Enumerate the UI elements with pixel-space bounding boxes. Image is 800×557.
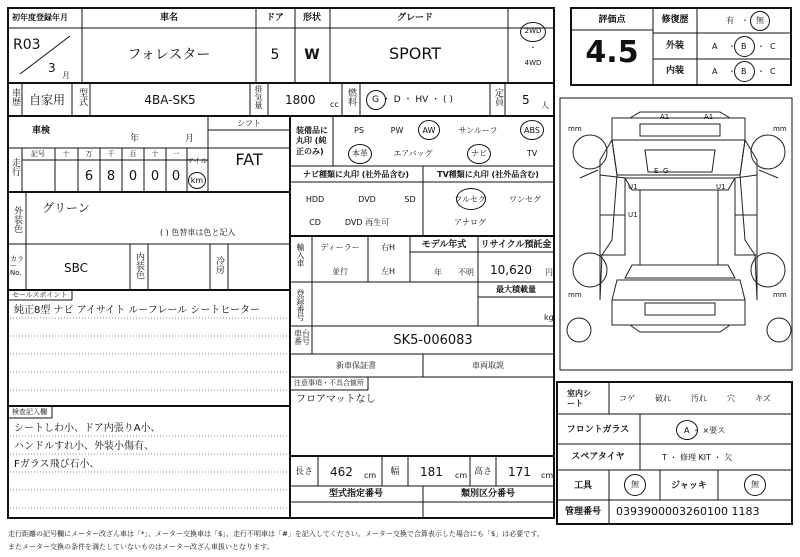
interior-color-label: 内装色	[134, 252, 144, 279]
tools-value: 無	[631, 480, 639, 489]
usage-label: 車歴	[10, 88, 20, 106]
drive-dot: ・	[529, 43, 537, 52]
windshield-label: フロントガラス	[566, 425, 630, 435]
sales-label: セールスポイント	[12, 291, 68, 299]
equip-abs: ABS	[524, 126, 540, 135]
color-label: 外装色	[12, 206, 22, 233]
reg-month-unit: 月	[62, 71, 70, 80]
interior-seat-label: 室内シート	[567, 389, 591, 409]
seat-stain: 汚れ	[691, 394, 707, 403]
inspect-line: シートしわ小、ドア内張りA小、	[14, 423, 161, 434]
navi-sd: SD	[404, 195, 416, 204]
mileage-digit: 0	[128, 169, 138, 184]
tv-oneseg: ワンセグ	[509, 195, 541, 204]
displacement-unit: cc	[330, 100, 339, 109]
import-dealer: ディーラー	[320, 243, 360, 252]
int-dot2: ・	[757, 67, 765, 76]
seat-hole: 穴	[727, 394, 735, 403]
equip-leather: 本革	[352, 149, 368, 158]
shaken-month-unit: 月	[185, 134, 195, 144]
fuel-options: G ・ D ・ HV ・ ( )	[372, 95, 453, 105]
max-load-unit: kg	[544, 313, 554, 322]
grade-value: SPORT	[388, 44, 442, 63]
footer-note-2: またメーター交換の条件を満たしていないものはメーター改ざん車扱いとなります。	[8, 543, 274, 551]
car-diagram	[567, 112, 791, 342]
reg-number-label: 登録番号	[296, 289, 305, 321]
color-no-value: SBC	[63, 261, 89, 275]
navi-dvd-play: DVD 再生可	[344, 218, 390, 227]
equip-pw: PW	[390, 126, 404, 135]
mark-a1-front-left: A1	[660, 113, 670, 121]
ext-dot2: ・	[757, 42, 765, 51]
mark-e: E	[654, 167, 659, 175]
shift-value: FAT	[235, 150, 263, 169]
mm-label: mm	[773, 291, 787, 299]
mileage-digit: 6	[84, 169, 94, 184]
equip-tv: TV	[526, 149, 538, 158]
first-reg-label: 初年度登録年月	[12, 13, 68, 22]
spare-tire-label: スペアタイヤ	[571, 452, 625, 462]
width-value: 181	[420, 465, 443, 479]
inspect-line: Fガラス飛び石小、	[14, 459, 100, 470]
displacement-label: 排気量	[254, 85, 263, 109]
door-label: ドア	[266, 13, 284, 23]
score-label: 評価点	[598, 15, 626, 25]
navi-type-label: ナビ種類に丸印 (社外品含む)	[302, 170, 410, 179]
color-no-label: カラーNo.	[10, 255, 24, 277]
mm-label: mm	[568, 291, 582, 299]
color-note: ( ) 色替車は色と記入	[160, 228, 236, 237]
model-label: 型式	[77, 88, 87, 106]
mark-u1-left-front: U1	[628, 183, 638, 191]
tv-type-label: TV種類に丸印 (社外品含む)	[437, 170, 539, 179]
height-label: 高さ	[473, 467, 493, 477]
length-unit: cm	[364, 471, 377, 480]
mileage-h4: 百	[129, 150, 137, 158]
recycle-yen: 円	[545, 268, 553, 277]
capacity-label: 定員	[493, 88, 503, 106]
inspect-label: 検査記入欄	[12, 408, 47, 416]
management-number: 0393900003260100 1183	[616, 505, 760, 518]
management-number-label: 管理番号	[564, 507, 602, 517]
repair-none: 無	[756, 16, 764, 25]
mileage-h1: 十	[62, 150, 70, 158]
body-shape: W	[304, 47, 320, 63]
length-value: 462	[330, 465, 353, 479]
capacity-unit: 人	[541, 101, 549, 110]
drive-4wd: 4WD	[524, 59, 542, 67]
class-number-label: 類別区分番号	[460, 489, 516, 499]
height-unit: cm	[541, 471, 554, 480]
exterior-label: 外装	[665, 41, 685, 51]
navi-cd: CD	[309, 218, 321, 227]
jack-label: ジャッキ	[671, 481, 707, 491]
mileage-label: 走行	[10, 158, 20, 176]
width-label: 幅	[390, 467, 400, 477]
max-load-label: 最大積載量	[496, 285, 536, 294]
mark-u1-left-rear: U1	[628, 211, 638, 219]
fuel-label: 燃料	[346, 88, 356, 106]
equip-sunroof: サンルーフ	[458, 126, 498, 135]
equip-aw: AW	[422, 126, 436, 135]
int-c: C	[770, 67, 776, 76]
handle-left: 左H	[380, 267, 396, 276]
recycle-value: 10,620	[490, 263, 532, 277]
mileage-digit: 0	[171, 169, 181, 184]
mileage-h0: 記号	[31, 150, 45, 158]
height-value: 171	[508, 465, 531, 479]
footer-note-1: 走行距離の記号欄にメーター改ざん車は「*」、メーター交換車は「$」、走行不明車は「#」を記入してください。メーター交換で合算表示した場合にも「$」は必要です。	[8, 530, 544, 538]
mark-g: G	[663, 167, 669, 175]
ext-dot: ・	[728, 42, 736, 51]
color-value: グリーン	[42, 201, 90, 215]
warranty-book: 新車保証書	[336, 361, 376, 370]
notes-label: 注意事項・不具合箇所	[294, 379, 364, 387]
sales-text: 純正8型 ナビ アイサイト ルーフレール シートヒーター	[14, 305, 260, 316]
repair-history-label: 修復歴	[661, 15, 689, 25]
mileage-h5: 十	[151, 150, 159, 158]
repair-dot: ・	[741, 16, 749, 25]
shape-label: 形状	[302, 13, 322, 23]
mm-label: mm	[773, 125, 787, 133]
displacement-value: 1800	[285, 93, 316, 107]
model-year-label: モデル年式	[421, 240, 467, 250]
ext-b: B	[741, 42, 747, 51]
capacity-value: 5	[522, 93, 530, 107]
reg-month: 3	[48, 61, 56, 75]
shaken-label: 車検	[32, 126, 51, 136]
spare-tire-opts: T ・ 修理 KIT ・ 欠	[662, 453, 733, 462]
mileage-h7: マイル	[186, 157, 208, 165]
int-dot: ・	[728, 67, 736, 76]
jack-value: 無	[751, 480, 759, 489]
handle-right: 右H	[380, 243, 396, 252]
seat-scratch: キズ	[755, 394, 771, 403]
import-parallel: 並行	[332, 267, 348, 276]
model-year-unit: 年	[434, 268, 442, 277]
seat-burn: コゲ	[619, 394, 635, 403]
ext-c: C	[770, 42, 776, 51]
chassis-value: SK5-006083	[393, 333, 473, 348]
shift-label: シフト	[237, 119, 261, 128]
mileage-h6: 一	[172, 150, 180, 158]
seat-tear: 破れ	[655, 394, 671, 403]
equip-airbag: エアバッグ	[393, 149, 433, 158]
model-value: 4BA-SK5	[144, 93, 196, 107]
door-count: 5	[270, 47, 280, 63]
model-year-unknown: 不明	[458, 268, 474, 277]
tv-fullseg: フルセグ	[454, 195, 486, 204]
car-name-label: 車名	[159, 13, 179, 23]
mileage-h2: 万	[85, 150, 93, 158]
km-label: km	[190, 176, 204, 185]
windshield-opts: A ・ ×要ス	[684, 426, 726, 435]
mileage-digit: 8	[106, 169, 116, 184]
usage-value: 自家用	[28, 93, 66, 107]
width-unit: cm	[455, 471, 468, 480]
car-name: フォレスター	[127, 47, 211, 63]
recycle-label: リサイクル預託金	[480, 240, 552, 250]
chassis-label: 車台番号	[294, 329, 310, 346]
mm-label: mm	[568, 125, 582, 133]
owners-manual: 車両取説	[472, 361, 504, 370]
equip-navi: ナビ	[471, 149, 487, 158]
int-b: B	[741, 67, 747, 76]
tools-label: 工具	[573, 481, 593, 491]
import-label: 輸入車	[296, 243, 305, 267]
equip-ps: PS	[354, 126, 364, 135]
grade-label: グレード	[396, 13, 434, 23]
ac-label: 冷房	[214, 256, 224, 274]
int-a: A	[712, 67, 718, 76]
mileage-h3: 千	[107, 150, 115, 158]
mileage-digit: 0	[150, 169, 160, 184]
reg-era: R03	[13, 37, 41, 53]
type-number-label: 型式指定番号	[328, 489, 384, 499]
ext-a: A	[712, 42, 718, 51]
shaken-year-unit: 年	[130, 134, 140, 144]
score-value: 4.5	[585, 35, 639, 70]
equipment-label: 装備品に丸印 (純正のみ)	[296, 126, 328, 156]
notes-value: フロアマットなし	[296, 394, 376, 405]
interior-label: 内装	[665, 66, 685, 76]
navi-hdd: HDD	[305, 195, 325, 204]
drive-2wd: 2WD	[524, 27, 542, 35]
mark-u1-right: U1	[716, 183, 726, 191]
inspect-line: ハンドルすれ小、外装小傷有、	[14, 441, 154, 452]
length-label: 長さ	[294, 467, 314, 477]
mark-a1-front-right: A1	[704, 113, 714, 121]
tv-analog: アナログ	[454, 218, 486, 227]
navi-dvd: DVD	[358, 195, 376, 204]
repair-yes: 有	[726, 16, 734, 25]
